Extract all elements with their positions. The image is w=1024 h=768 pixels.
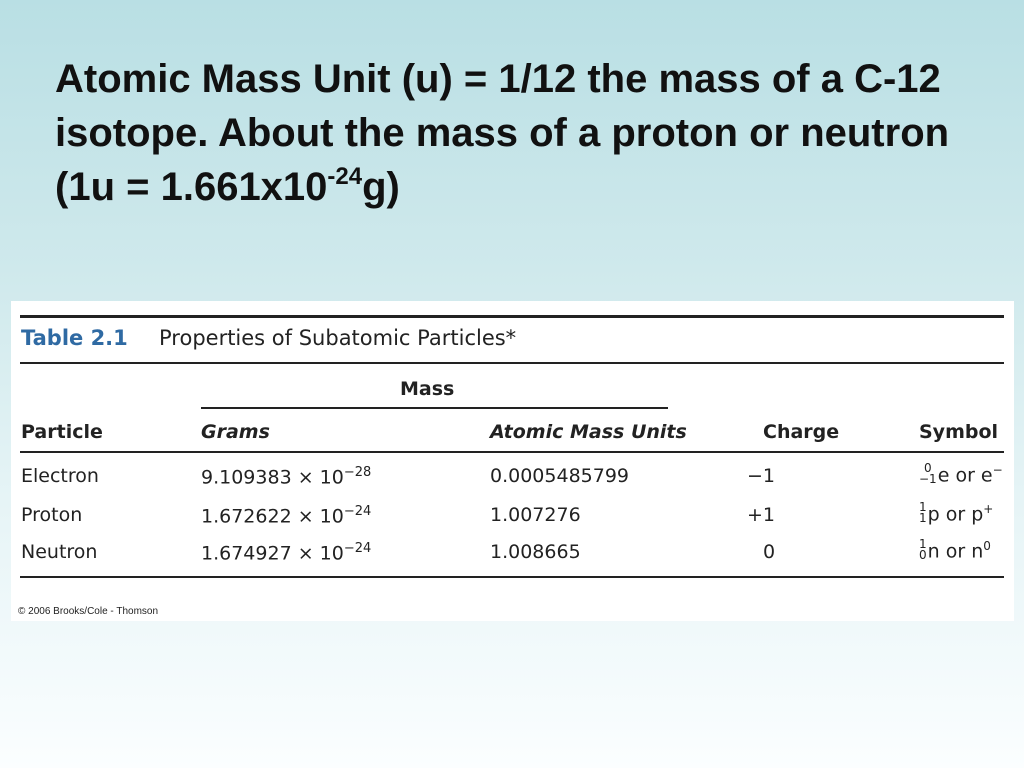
symbol-cell (919, 499, 994, 526)
nuclide-notation (919, 499, 927, 525)
symbol-alt-sup: − (992, 463, 1003, 477)
charge-cell: +1 (747, 504, 776, 526)
slide-title (55, 52, 995, 214)
grams-exponent: −24 (343, 504, 372, 519)
charge-cell: −1 (747, 465, 776, 487)
charge-number: 1 (919, 510, 927, 525)
grams-cell (201, 504, 371, 527)
symbol-cell (919, 460, 1003, 487)
symbol-alt: n (971, 540, 984, 563)
grams-cell (201, 541, 371, 564)
symbol-letter: n (927, 540, 940, 563)
table-top-rule (20, 315, 1004, 318)
title-unit: g) (362, 165, 400, 209)
symbol-or: or (939, 503, 972, 526)
title-text: Atomic Mass Unit (u) = 1/12 the mass of a C-12 isotope. About the mass of a proton or neutron (1u = 1.661x10 (55, 57, 950, 209)
nuclide-notation (919, 536, 927, 562)
grams-mantissa: 1.674927 × 10 (201, 542, 344, 565)
header-amu: Atomic Mass Units (490, 421, 687, 443)
particle-cell: Electron (21, 465, 99, 487)
symbol-letter: p (927, 503, 940, 526)
particle-cell: Neutron (21, 541, 98, 563)
header-grams: Grams (201, 421, 270, 443)
amu-cell: 0.0005485799 (490, 465, 630, 487)
grams-cell (201, 465, 371, 488)
symbol-alt-sup: 0 (983, 539, 991, 553)
symbol-alt: p (971, 503, 984, 526)
charge-cell: 0 (763, 541, 776, 563)
mass-number: 0 (924, 460, 932, 475)
symbol-letter: e (937, 464, 950, 487)
table-number: Table 2.1 (21, 326, 128, 350)
grams-mantissa: 1.672622 × 10 (201, 505, 344, 528)
grams-exponent: −28 (343, 465, 372, 480)
copyright-credit: © 2006 Brooks/Cole - Thomson (18, 606, 159, 617)
particle-cell: Proton (21, 504, 83, 526)
symbol-or: or (939, 540, 972, 563)
table-caption: Properties of Subatomic Particles* (159, 326, 517, 350)
symbol-cell (919, 536, 991, 563)
header-symbol: Symbol (919, 421, 999, 443)
mass-group-header: Mass (400, 378, 455, 400)
amu-cell: 1.007276 (490, 504, 581, 526)
header-charge: Charge (763, 421, 840, 443)
amu-cell: 1.008665 (490, 541, 581, 563)
grams-exponent: −24 (343, 541, 372, 556)
mass-group-rule (201, 407, 668, 409)
symbol-alt-sup: + (983, 502, 994, 516)
mass-number: 1 (919, 536, 927, 551)
nuclide-notation (919, 460, 937, 486)
header-rule (20, 451, 1004, 453)
charge-number: −1 (919, 471, 937, 486)
table-bottom-rule (20, 576, 1004, 578)
grams-mantissa: 9.109383 × 10 (201, 466, 344, 489)
symbol-alt: e (980, 464, 993, 487)
symbol-or: or (949, 464, 981, 487)
mass-number: 1 (919, 499, 927, 514)
caption-rule (20, 362, 1004, 364)
title-exponent: -24 (327, 163, 363, 190)
header-particle: Particle (21, 421, 103, 443)
table-image-panel (11, 301, 1014, 621)
charge-number: 0 (919, 547, 927, 562)
